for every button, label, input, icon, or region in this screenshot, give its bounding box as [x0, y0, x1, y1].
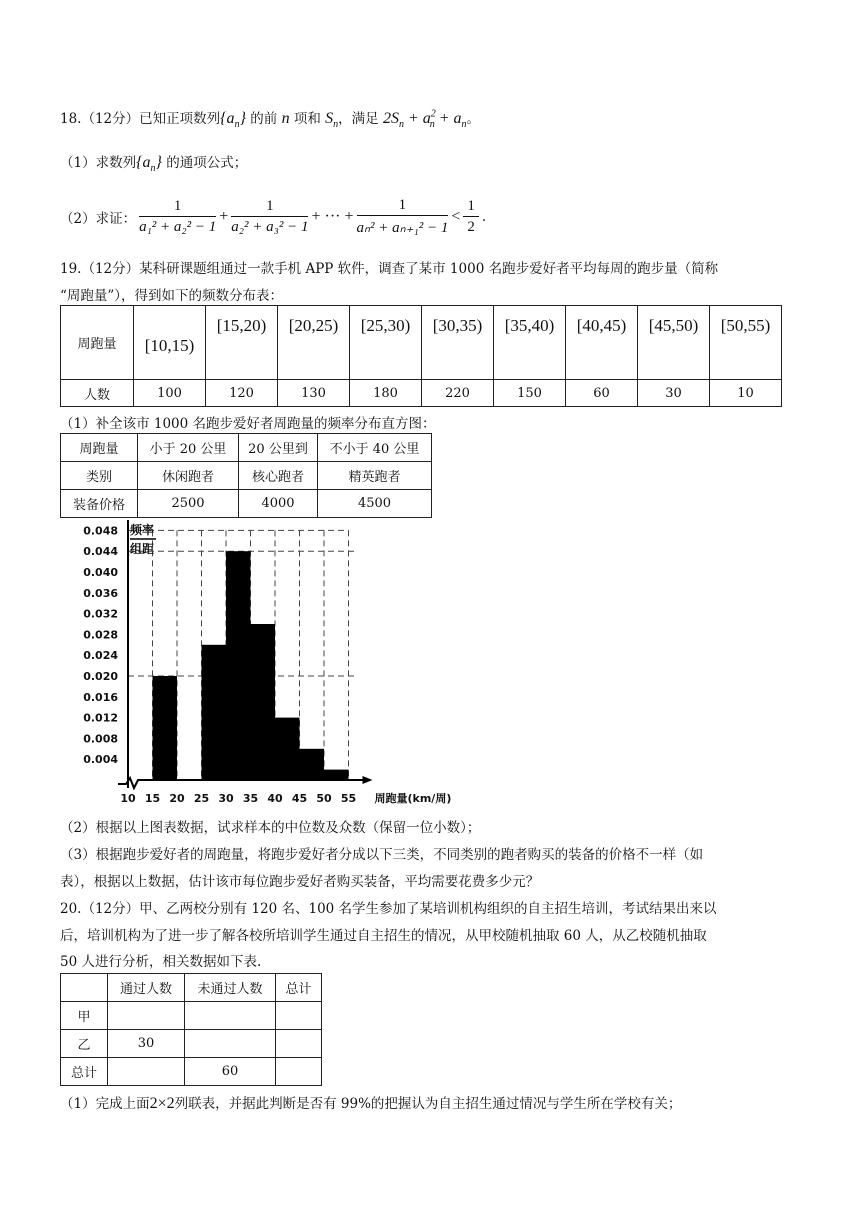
y-tick-label: 0.048 [83, 524, 118, 538]
ct-cell [276, 1030, 322, 1058]
plus-sign: + [219, 208, 229, 225]
ct-cell: 甲 [61, 1002, 108, 1030]
S-letter: S [325, 110, 334, 127]
y-tick-label: 0.044 [83, 545, 118, 559]
x-tick-label: 45 [291, 792, 308, 805]
p1-seq-sub: n [150, 163, 156, 175]
fraction-2 [231, 198, 308, 236]
ct-row [61, 1002, 322, 1030]
q18-mid2: 项和 [289, 111, 326, 127]
less-than: < [451, 208, 461, 225]
ct-header-row [61, 974, 322, 1002]
histogram-bar [202, 645, 227, 780]
price-cell: 精英跑者 [318, 462, 432, 490]
price-row [61, 462, 432, 490]
q18-statement [60, 107, 480, 130]
histogram-bar [275, 718, 300, 780]
q20-line1: 20.（12分）甲、乙两校分别有 120 名、100 名学生参加了某培训机构组织的自主招生培训，考试结果出来以 [60, 901, 717, 917]
interval-cell: [35,40) [494, 306, 566, 380]
q18-p1-text: （1）求数列 [60, 155, 137, 171]
p1-seq [136, 154, 162, 175]
x-tick-label: 25 [193, 792, 210, 805]
ct-cell: 30 [108, 1030, 185, 1058]
seq-symbol [220, 110, 246, 131]
y-tick-label: 0.024 [83, 649, 118, 663]
formula-rest2: + a [434, 110, 462, 127]
ct-cell [185, 1002, 276, 1030]
p1-seq-a: {a [136, 154, 151, 171]
frequency-histogram [60, 520, 480, 812]
y-tick-label: 0.004 [83, 753, 118, 767]
ct-row [61, 1030, 322, 1058]
y-tick-label: 0.032 [83, 607, 118, 621]
ct-cell: 总计 [276, 974, 322, 1002]
q19-part3-line1: （3）根据跑步爱好者的周跑量，将跑步爱好者分成以下三类，不同类别的跑者购买的装备的价格不一样（如 [60, 847, 704, 863]
fraction-half [463, 198, 479, 236]
price-cell: 2500 [138, 490, 239, 518]
price-cell: 装备价格 [61, 490, 138, 518]
count-cell: 180 [350, 380, 422, 407]
interval-cell: [10,15) [134, 306, 206, 380]
histogram-bar [226, 551, 251, 780]
histogram-bar [300, 749, 325, 780]
price-cell: 核心跑者 [239, 462, 318, 490]
q19-part2: （2）根据以上图表数据，试求样本的中位数及众数（保留一位小数）； [60, 820, 481, 836]
price-row [61, 434, 432, 462]
count-cell: 220 [422, 380, 494, 407]
formula-rest: + a [403, 110, 431, 127]
ct-cell [276, 1002, 322, 1030]
seq-sub: n [234, 119, 240, 131]
price-cell: 周跑量 [61, 434, 138, 462]
count-cell: 10 [710, 380, 782, 407]
ct-cell [185, 1030, 276, 1058]
ct-cell [61, 974, 108, 1002]
q20-p1-math: 2×2 [149, 1095, 175, 1112]
interval-cell: [15,20) [206, 306, 278, 380]
dots: + ··· + [311, 208, 354, 225]
q18-mid3: ，满足 [338, 111, 383, 127]
price-cell: 20 公里到 [239, 434, 318, 462]
histogram-bar [251, 624, 276, 780]
price-cell: 类别 [61, 462, 138, 490]
price-cell: 休闲跑者 [138, 462, 239, 490]
formula-sub: n [398, 119, 404, 131]
q18-part1 [60, 151, 247, 174]
q19-line2: “周跑量”），得到如下的频数分布表： [60, 288, 284, 304]
q18-formula [382, 108, 467, 131]
y-tick-label: 0.020 [83, 670, 118, 683]
q18-p1-end: 的通项公式； [161, 155, 248, 171]
count-cell: 30 [638, 380, 710, 407]
ct-cell: 总计 [61, 1058, 108, 1086]
price-cell: 不小于 40 公里 [318, 434, 432, 462]
q20-p1-pre: （1）完成上面 [60, 1096, 150, 1112]
price-table [60, 433, 432, 518]
q18-mid: 的前 [245, 111, 282, 127]
q20-line2: 后，培训机构为了进一步了解各校所培训学生通过自主招生的情况，从甲校随机抽取 60 人，从乙校随机抽取 [60, 928, 707, 944]
ct-row [61, 1058, 322, 1086]
histogram-bar [324, 770, 349, 780]
q19-line1: 19.（12分）某科研课题组通过一款手机 APP 软件，调查了某市 1000 名跑步爱好者平均每周的跑步量（简称 [60, 261, 719, 277]
ct-cell: 未通过人数 [185, 974, 276, 1002]
y-tick-label: 0.036 [83, 586, 118, 600]
q20-line3: 50 人进行分析，相关数据如下表. [60, 954, 262, 970]
interval-cell: [40,45) [566, 306, 638, 380]
count-cell: 130 [278, 380, 350, 407]
half-den: 2 [467, 219, 475, 235]
formula-sub3: n [461, 119, 467, 131]
seq-close: } [239, 110, 246, 127]
price-cell: 4000 [239, 490, 318, 518]
frac1-num: 1 [139, 198, 216, 217]
x-axis-arrow [363, 776, 373, 784]
count-cell: 150 [494, 380, 566, 407]
interval-cell: [20,25) [278, 306, 350, 380]
y-tick-label: 0.028 [83, 628, 118, 642]
ct-cell [276, 1058, 322, 1086]
frac2-num: 1 [231, 198, 308, 217]
fraction-3 [357, 197, 449, 237]
interval-cell: [25,30) [350, 306, 422, 380]
formula-sup: 2 [430, 108, 436, 120]
p1-seq-close: } [155, 154, 162, 171]
q19-part1: （1）补全该市 1000 名跑步爱好者周跑量的频率分布直方图： [60, 416, 436, 432]
freq-head-label: 周跑量 [61, 306, 134, 380]
fraction-1 [139, 198, 216, 236]
q18-end: 。 [466, 111, 481, 127]
price-cell: 4500 [318, 490, 432, 518]
y-tick-label: 0.016 [83, 690, 118, 704]
frac3-num: 1 [357, 197, 449, 216]
frequency-table [60, 305, 782, 407]
x-tick-label: 30 [218, 792, 234, 805]
ct-cell [108, 1002, 185, 1030]
q18-p2-text: （2）求证： [60, 211, 137, 227]
x-tick-label: 50 [316, 792, 332, 805]
x-tick-label: 15 [144, 792, 161, 805]
frac1-den: a₁² + a₂² − 1 [139, 219, 217, 235]
contingency-table [60, 973, 322, 1086]
half-num: 1 [463, 198, 479, 217]
price-cell: 小于 20 公里 [138, 434, 239, 462]
x-tick-label: 20 [169, 792, 185, 805]
formula-2S: 2S [382, 110, 399, 127]
var-S [325, 110, 339, 131]
q20-p1-post: 列联表，并据此判断是否有 99%的把握认为自主招生通过情况与学生所在学校有关； [174, 1096, 682, 1112]
interval-cell: [50,55) [710, 306, 782, 380]
q18-head: 18.（12分）已知正项数列 [60, 111, 221, 127]
var-n: n [281, 110, 290, 127]
x-tick-label: 35 [242, 792, 259, 805]
y-tick-label: 0.008 [83, 732, 118, 746]
x-tick-label: 40 [267, 792, 283, 805]
count-head-label: 人数 [61, 380, 134, 407]
x-tick-label: 10 [120, 792, 136, 805]
q18-period: . [481, 209, 487, 225]
y-label-top: 频率 [129, 523, 155, 537]
freq-row-intervals [61, 306, 782, 380]
count-cell: 120 [206, 380, 278, 407]
S-sub: n [333, 119, 339, 131]
count-cell: 60 [566, 380, 638, 407]
y-label-bottom: 组距 [129, 542, 155, 556]
ct-cell: 乙 [61, 1030, 108, 1058]
formula-sub2: n [429, 119, 435, 131]
freq-row-counts [61, 380, 782, 407]
q19-part3-line2: 表），根据以上数据，估计该市每位跑步爱好者购买装备，平均需要花费多少元？ [60, 874, 540, 890]
interval-cell: [45,50) [638, 306, 710, 380]
interval-cell: [30,35) [422, 306, 494, 380]
seq-a: {a [220, 110, 235, 127]
ct-cell: 60 [185, 1058, 276, 1086]
price-row [61, 490, 432, 518]
q20-part1 [60, 1092, 681, 1113]
q18-part2 [60, 192, 486, 242]
x-tick-label: 55 [340, 792, 357, 805]
histogram-bar [153, 676, 178, 780]
y-tick-label: 0.040 [83, 566, 118, 579]
count-cell: 100 [134, 380, 206, 407]
y-tick-label: 0.012 [83, 711, 118, 725]
frac2-den: a₂² + a₃² − 1 [231, 219, 309, 235]
ct-cell [108, 1058, 185, 1086]
frac3-den: aₙ² + aₙ₊₁² − 1 [356, 220, 449, 236]
x-axis-label: 周跑量(km/周) [374, 792, 452, 805]
ct-cell: 通过人数 [108, 974, 185, 1002]
